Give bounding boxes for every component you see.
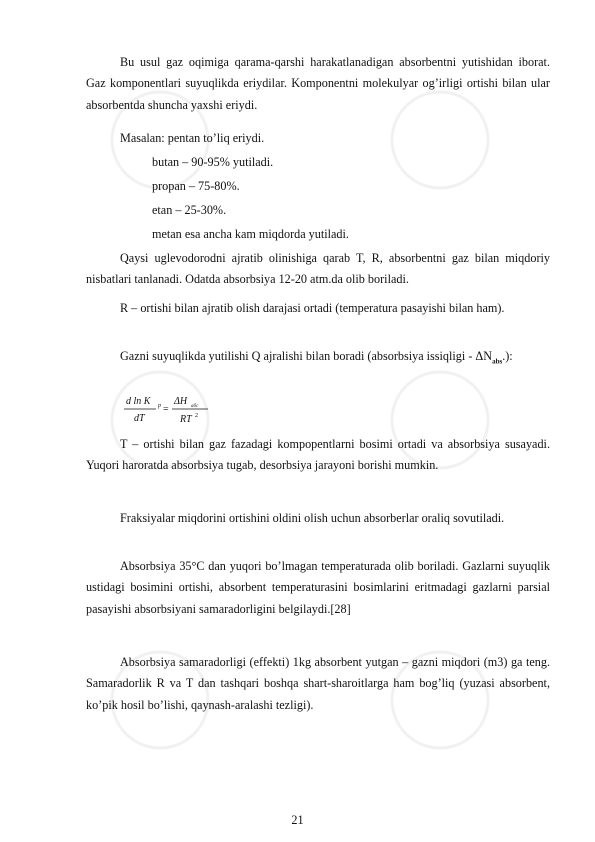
list-item-butan: butan – 90-95% yutiladi. bbox=[152, 155, 274, 169]
page-number: 21 bbox=[291, 813, 304, 827]
formula-lhs-sub: p bbox=[158, 403, 161, 409]
paragraph-conditions: Absorbsiya 35°C dan yuqori bo’lmagan temperaturada olib boriladi. Gazlarni suyuqlik ustidagi bosimini ortishi, absorbent temperaturasini bosimlarini eritmadagi gazlarni parsial pasayishi absorbsiyani samaradorligini belgilaydi.[28] bbox=[86, 559, 550, 616]
heat-symbol: ΔN bbox=[475, 349, 493, 363]
paragraph-selection: Qaysi uglevodorodni ajratib olinishiga qarab T, R, absorbentni gaz bilan miqdoriy nisbatlari tanlanadi. Odatda absorbsiya 12-20 atm.da olib boriladi. bbox=[86, 251, 550, 287]
heat-symbol-sub: abs bbox=[492, 357, 503, 366]
formula-lhs-numerator: d ln K bbox=[126, 396, 151, 407]
heat-text: Gazni suyuqlikda yutilishi Q ajralishi bilan boradi (absorbsiya issiqligi - bbox=[120, 349, 473, 363]
list-item-propan: propan – 75-80%. bbox=[152, 179, 240, 193]
heat-end: .): bbox=[502, 349, 513, 363]
paragraph-example: Masalan: pentan to’liq eriydi. bbox=[120, 131, 265, 145]
paragraph-efficiency: Absorbsiya samaradorligi (effekti) 1kg absorbent yutgan – gazni miqdori (m3) ga teng. Samaradorlik R va T dan tashqari boshqa shart-sharoitlarga ham bog’liq (yuzasi absorbent, ko’pik hosil bo’lishi, qaynash-aralashi tezligi). bbox=[86, 655, 550, 712]
van-t-hoff-formula bbox=[122, 392, 212, 428]
formula-equals: = bbox=[163, 404, 169, 415]
formula-lhs-denominator: dT bbox=[134, 413, 145, 424]
formula-rhs-numerator: ΔH bbox=[174, 396, 188, 407]
formula-rhs-sup: 2 bbox=[195, 413, 198, 419]
paragraph-temperature: T – ortishi bilan gaz fazadagi kompopentlarni bosimi ortadi va absorbsiya susayadi. Yuqori haroratda absorbsiya tugab, desorbsiya jarayoni borishi mumkin. bbox=[86, 437, 550, 473]
paragraph-intro: Bu usul gaz oqimiga qarama-qarshi harakatlanadigan absorbentni yutishidan iborat. Gaz komponentlari suyuqlikda eriydilar. Komponentni molekulyar og’irligi ortishi bilan ular absorbentda shuncha yaxshi eriydi. bbox=[86, 55, 550, 112]
paragraph-heat bbox=[86, 346, 550, 373]
paragraph-pressure: R – ortishi bilan ajratib olish darajasi ortadi (temperatura pasayishi bilan ham). bbox=[120, 301, 505, 315]
list-item-metan: metan esa ancha kam miqdorda yutiladi. bbox=[152, 227, 349, 241]
list-item-etan: etan – 25-30%. bbox=[152, 203, 227, 217]
formula-rhs-denominator: RT bbox=[180, 414, 192, 425]
formula-rhs-sub: абс bbox=[191, 404, 199, 409]
paragraph-fractions: Fraksiyalar miqdorini ortishini oldini olish uchun absorberlar oraliq sovutiladi. bbox=[120, 511, 505, 525]
